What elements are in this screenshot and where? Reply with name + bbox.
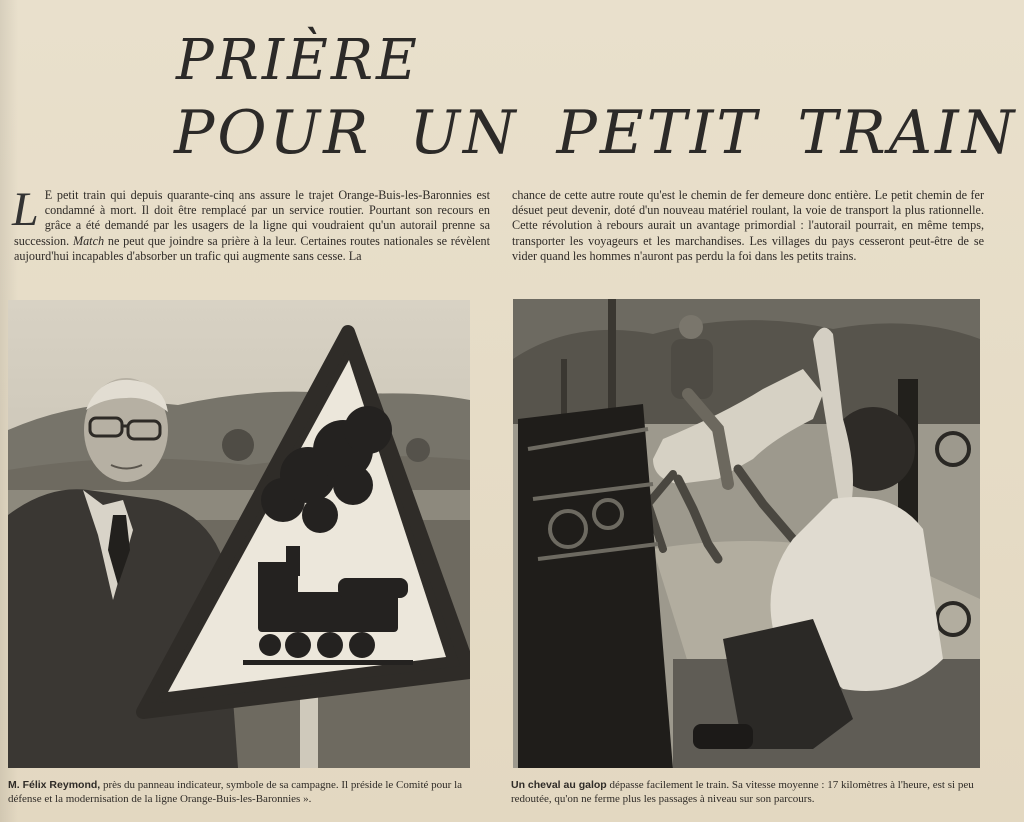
photo-horse-illustration — [513, 299, 980, 768]
drop-cap: L — [12, 183, 39, 236]
caption-left-lead: M. Félix Reymond, — [8, 779, 101, 791]
left-text-part1: E petit train qui depuis quarante-cinq ans assure le trajet Orange-Buis-les-Baronnies est condamné à mort. Il doit être remplacé par un service routier. Pourtant son recours en grâce a été demandé par les usagers de la ligne qui voudraient qu'un autorail prenne sa succession. — [14, 188, 490, 248]
article-column-left — [12, 183, 491, 264]
caption-right — [511, 778, 989, 806]
article-column-right: chance de cette autre route qu'est le chemin de fer demeure donc entière. Le petit chemin de fer désuet peut devenir, doté d'un nouveau matériel roulant, la voie de transport la plus rationnelle. Cette révolution à rebours aurait un avantage primordial : l'autorail pourrait, en même temps, transporter les voyageurs et les marchandises. Les villages du pays cesseront peut-être de se vider quand les hommes n'auront pas perdu la foi dans les petits trains. — [512, 188, 984, 263]
caption-right-text: dépasse facilement le train. Sa vitesse moyenne : 17 kilomètres à l'heure, est si peu redoutée, qu'on ne ferme plus les passages à niveau sur son parcours. — [511, 779, 974, 805]
photo-man-illustration — [8, 300, 470, 768]
caption-left-text: près du panneau indicateur, symbole de sa campagne. Il préside le Comité pour la défense et la modernisation de la ligne Orange-Buis-les-Baronnies ». — [8, 779, 463, 805]
magazine-name: Match — [72, 233, 105, 248]
caption-right-lead: Un cheval au galop — [511, 779, 607, 791]
left-text-part2: ne peut que joindre sa prière à la leur. Certaines routes nationales se révèlent aujourd'hui incapables d'absorber un trafic qui augmente sans cesse. La — [14, 233, 491, 263]
photo-man-with-train-sign — [8, 300, 470, 768]
caption-left — [8, 778, 476, 806]
photo-horse-and-train — [513, 299, 980, 768]
title-line-2: POUR UN PETIT TRAIN — [174, 98, 1018, 168]
title-line-1: PRIÈRE — [176, 28, 420, 93]
